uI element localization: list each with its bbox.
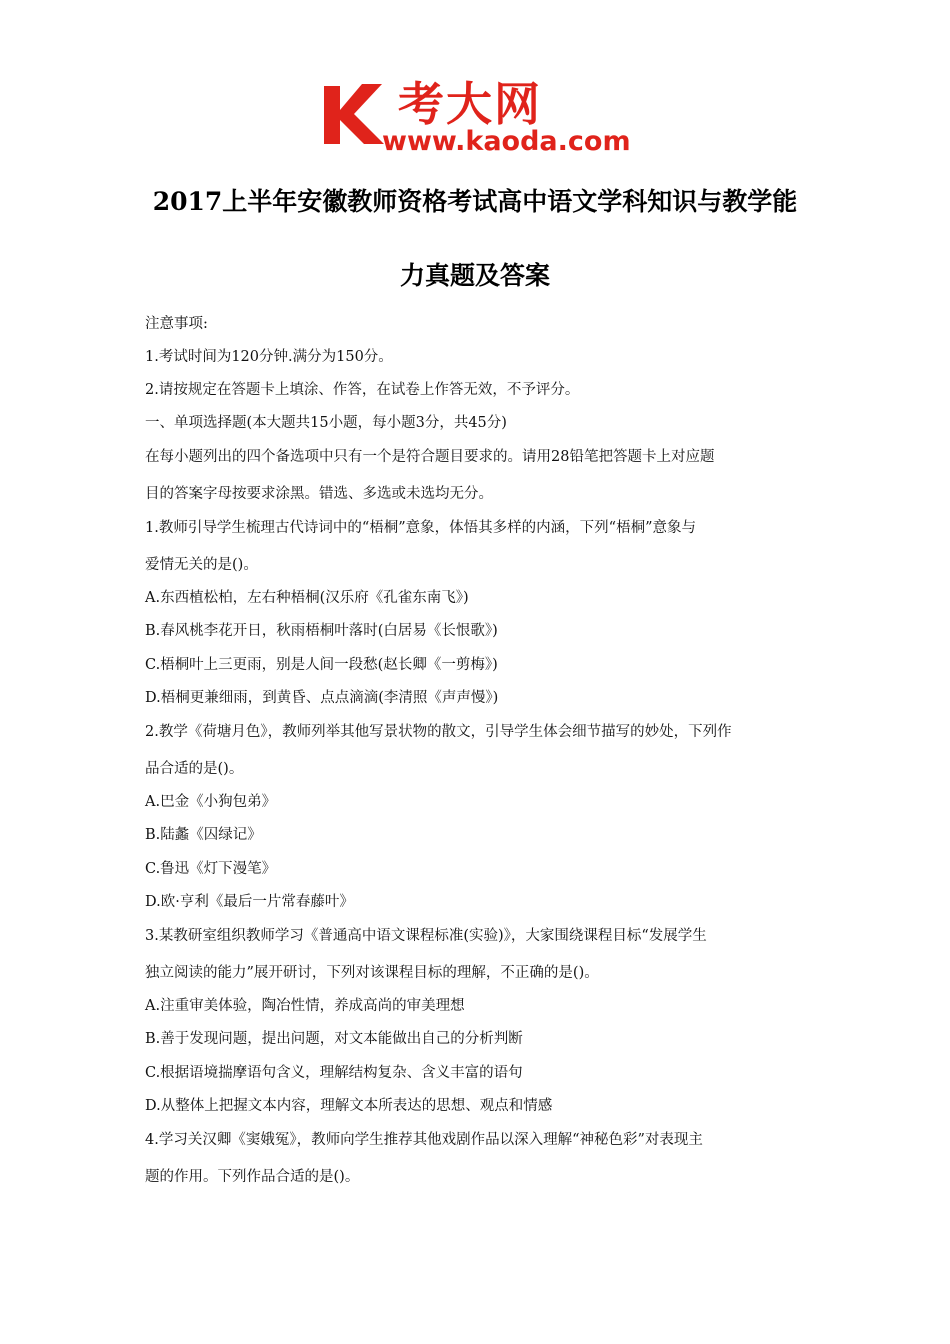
answer-option: A.东西植松柏，左右种梧桐(汉乐府《孔雀东南飞》) [145, 590, 469, 606]
answer-option: D.欧·亨利《最后一片常春藤叶》 [145, 894, 354, 910]
question-text: 3.某教研室组织教师学习《普通高中语文课程标准(实验)》，大家围绕课程目标“发展学生 [145, 928, 707, 944]
question-text: 独立阅读的能力”展开研讨，下列对该课程目标的理解，不正确的是()。 [145, 965, 599, 981]
answer-option: B.陆蠡《囚绿记》 [145, 827, 262, 843]
instruction-line: 在每小题列出的四个备选项中只有一个是符合题目要求的。请用28铅笔把答题卡上对应题 [145, 449, 715, 465]
logo-name: 考大网 [398, 77, 542, 131]
notice-item: 2.请按规定在答题卡上填涂、作答，在试卷上作答无效，不予评分。 [145, 382, 580, 398]
answer-option: B.善于发现问题，提出问题，对文本能做出自己的分析判断 [145, 1031, 523, 1047]
k-logo-icon [318, 80, 392, 150]
instruction-line: 目的答案字母按要求涂黑。错选、多选或未选均无分。 [145, 486, 493, 502]
answer-option: C.鲁迅《灯下漫笔》 [145, 861, 277, 877]
section-heading: 一、单项选择题(本大题共15小题，每小题3分，共45分) [145, 415, 507, 431]
question-text: 品合适的是()。 [145, 761, 244, 777]
kaoda-logo [318, 77, 638, 160]
question-text: 1.教师引导学生梳理古代诗词中的“梧桐”意象，体悟其多样的内涵，下列“梧桐”意象与 [145, 520, 696, 536]
notice-heading: 注意事项: [145, 316, 208, 332]
logo-url: www.kaoda.com [382, 126, 631, 157]
answer-option: A.巴金《小狗包弟》 [145, 794, 277, 810]
question-text: 爱情无关的是()。 [145, 557, 258, 573]
page-title-line1: 2017上半年安徽教师资格考试高中语文学科知识与教学能 [152, 187, 798, 216]
page-title-line2: 力真题及答案 [399, 261, 550, 290]
question-text: 4.学习关汉卿《窦娥冤》，教师向学生推荐其他戏剧作品以深入理解“神秘色彩”对表现主 [145, 1132, 703, 1148]
answer-option: C.根据语境揣摩语句含义，理解结构复杂、含义丰富的语句 [145, 1065, 523, 1081]
answer-option: D.从整体上把握文本内容，理解文本所表达的思想、观点和情感 [145, 1098, 553, 1114]
answer-option: D.梧桐更兼细雨，到黄昏、点点滴滴(李清照《声声慢》) [145, 690, 499, 706]
answer-option: B.春风桃李花开日，秋雨梧桐叶落时(白居易《长恨歌》) [145, 623, 498, 639]
answer-option: A.注重审美体验，陶冶性情，养成高尚的审美理想 [145, 998, 465, 1014]
notice-item: 1.考试时间为120分钟.满分为150分。 [145, 349, 393, 365]
question-text: 2.教学《荷塘月色》，教师列举其他写景状物的散文，引导学生体会细节描写的妙处，下列作 [145, 724, 732, 740]
answer-option: C.梧桐叶上三更雨，别是人间一段愁(赵长卿《一剪梅》) [145, 657, 498, 673]
question-text: 题的作用。下列作品合适的是()。 [145, 1169, 360, 1185]
